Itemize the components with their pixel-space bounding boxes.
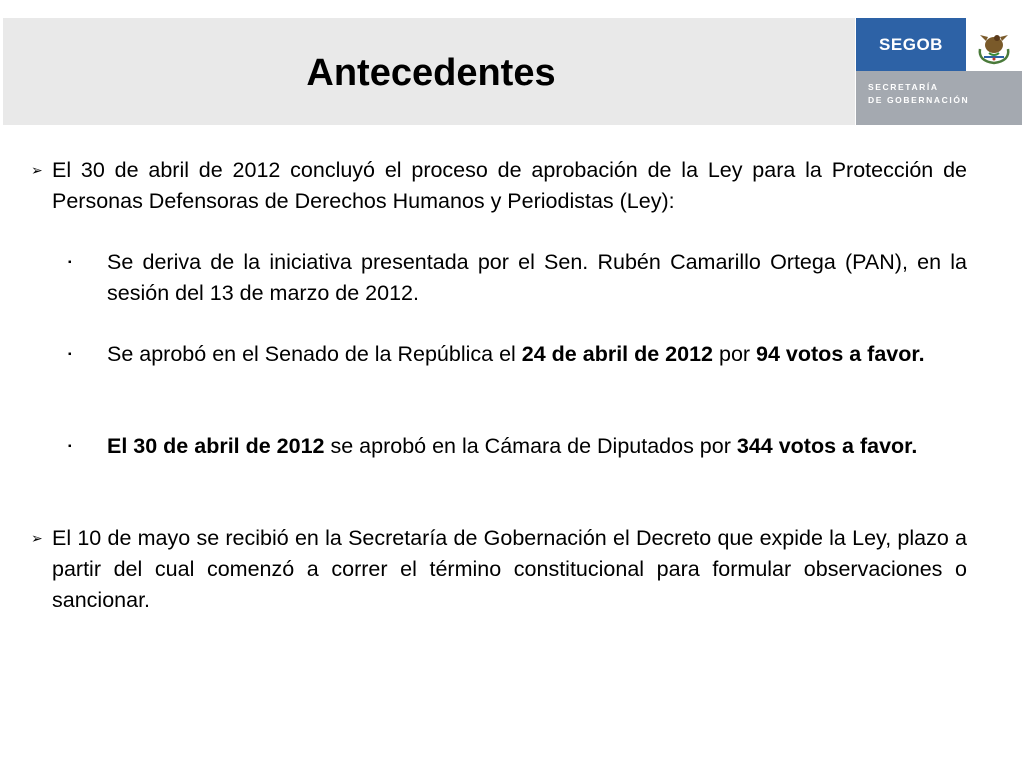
- text-run: por: [713, 342, 757, 366]
- arrow-bullet-icon: ➢: [31, 530, 43, 546]
- slide-title: Antecedentes: [306, 52, 556, 94]
- arrow-bullet-icon: ➢: [31, 162, 43, 178]
- logo-brand-box: [856, 18, 966, 71]
- square-bullet-icon: ▪: [68, 257, 72, 268]
- bullet-text: El 30 de abril de 2012 concluyó el proceso de aprobación de la Ley para la Protección de Personas Defensoras de Derechos Humanos y Periodistas (Ley):: [52, 158, 967, 213]
- bold-date: El 30 de abril de 2012: [107, 434, 325, 458]
- text-run: Se aprobó en el Senado de la República el: [107, 342, 522, 366]
- sub-bullet-text: [107, 339, 967, 370]
- logo-brand-text: SEGOB: [879, 34, 943, 54]
- bullet-text: El 10 de mayo se recibió en la Secretaría de Gobernación el Decreto que expide la Ley, plazo a partir del cual comenzó a correr el término constitucional para formular observaciones o sancionar.: [52, 526, 967, 612]
- square-bullet-icon: ▪: [68, 349, 72, 360]
- sub-bullet-text: [107, 431, 967, 462]
- text-run: se aprobó en la Cámara de Diputados por: [324, 434, 737, 458]
- mexican-coat-of-arms-icon: [966, 18, 1022, 71]
- square-bullet-icon: ▪: [68, 441, 72, 452]
- bold-votes: 344 votos a favor.: [736, 434, 918, 458]
- bold-date: 24 de abril de 2012: [521, 342, 714, 366]
- sub-bullet-text: Se deriva de la iniciativa presentada por el Sen. Rubén Camarillo Ortega (PAN), en la sesión del 13 de marzo de 2012.: [107, 250, 967, 305]
- logo-subtitle: [868, 81, 1018, 107]
- logo-subtitle-line1: SECRETARÍA: [868, 82, 939, 92]
- logo-subtitle-line2: DE GOBERNACIÓN: [868, 95, 970, 105]
- segob-logo: [856, 18, 1022, 125]
- bold-votes: 94 votos a favor.: [756, 342, 925, 366]
